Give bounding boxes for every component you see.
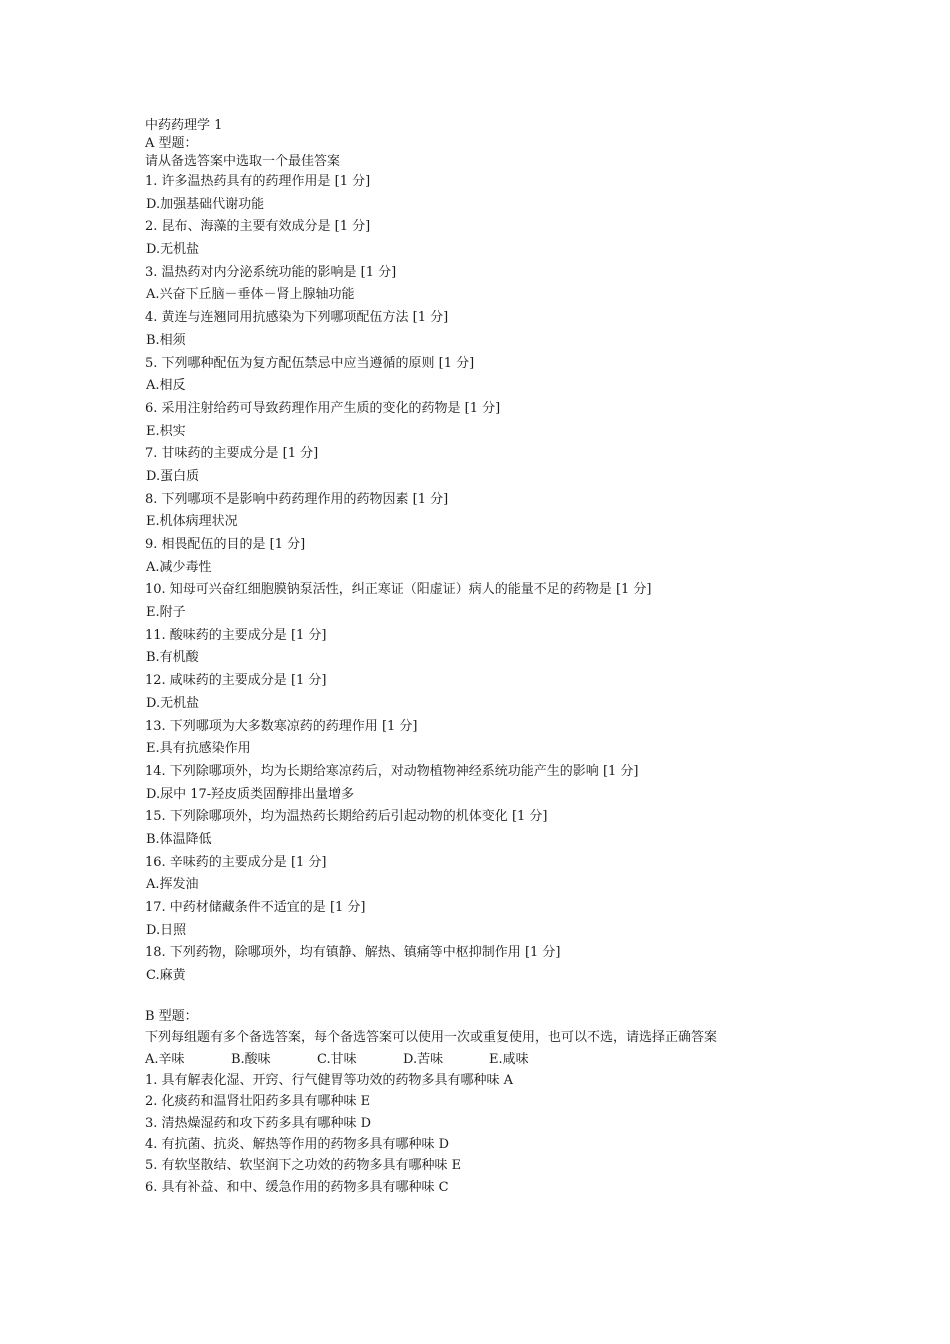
answer: B.相须 — [146, 332, 186, 348]
answer: D.尿中 17-羟皮质类固醇排出量增多 — [146, 786, 355, 802]
answer: A.兴奋下丘脑－垂体－肾上腺轴功能 — [146, 287, 355, 303]
b-question: 1. 具有解表化湿、开窍、行气健胃等功效的药物多具有哪种味 A — [145, 1072, 514, 1088]
answer: E.附子 — [146, 605, 186, 621]
b-type-instruction: 下列每组题有多个备选答案，每个备选答案可以使用一次或重复使用，也可以不选，请选择正确答案 — [145, 1030, 718, 1046]
document-title: 中药药理学 1 — [145, 118, 223, 133]
b-question: 6. 具有补益、和中、缓急作用的药物多具有哪种味 C — [145, 1179, 449, 1195]
answer: E.机体病理状况 — [146, 514, 238, 530]
option-c: C.甘味 — [317, 1051, 357, 1067]
answer: E.具有抗感染作用 — [146, 741, 251, 757]
answer: A.相反 — [146, 378, 186, 394]
answer: D.加强基础代谢功能 — [146, 196, 265, 212]
question: 9. 相畏配伍的目的是 [1 分] — [145, 537, 306, 552]
b-type-options — [145, 1049, 845, 1070]
answer: D.日照 — [146, 922, 187, 938]
answer: D.无机盐 — [146, 242, 200, 258]
option-a: A.辛味 — [145, 1051, 185, 1067]
option-d: D.苦味 — [403, 1051, 444, 1067]
answer: D.无机盐 — [146, 695, 200, 711]
b-question: 5. 有软坚散结、软坚润下之功效的药物多具有哪种味 E — [145, 1158, 462, 1174]
question: 17. 中药材储藏条件不适宜的是 [1 分] — [145, 900, 366, 915]
question: 18. 下列药物，除哪项外，均有镇静、解热、镇痛等中枢抑制作用 [1 分] — [145, 945, 561, 961]
a-type-instruction: 请从备选答案中选取一个最佳答案 — [145, 154, 341, 169]
question: 4. 黄连与连翘同用抗感染为下列哪项配伍方法 [1 分] — [145, 310, 449, 326]
b-question: 2. 化痰药和温肾壮阳药多具有哪种味 E — [145, 1094, 371, 1110]
b-question: 3. 清热燥湿药和攻下药多具有哪种味 D — [145, 1115, 372, 1131]
question: 15. 下列除哪项外，均为温热药长期给药后引起动物的机体变化 [1 分] — [145, 809, 548, 825]
answer: D.蛋白质 — [146, 468, 200, 484]
question: 16. 辛味药的主要成分是 [1 分] — [145, 854, 327, 870]
b-type-section — [145, 1006, 845, 1199]
document-content — [145, 117, 845, 1198]
answer: C.麻黄 — [146, 968, 186, 984]
question: 3. 温热药对内分泌系统功能的影响是 [1 分] — [145, 264, 397, 280]
option-b: B.酸味 — [231, 1051, 271, 1067]
answer: B.有机酸 — [146, 650, 199, 666]
answer: B.体温降低 — [146, 831, 212, 847]
answer: A.减少毒性 — [146, 559, 212, 575]
question: 11. 酸味药的主要成分是 [1 分] — [145, 627, 327, 643]
question: 7. 甘味药的主要成分是 [1 分] — [145, 446, 319, 462]
b-question: 4. 有抗菌、抗炎、解热等作用的药物多具有哪种味 D — [145, 1137, 450, 1153]
question: 8. 下列哪项不是影响中药药理作用的药物因素 [1 分] — [145, 491, 449, 507]
question: 2. 昆布、海藻的主要有效成分是 [1 分] — [145, 219, 371, 235]
a-type-questions — [145, 171, 845, 988]
answer: A.挥发油 — [146, 877, 199, 893]
question: 12. 咸味药的主要成分是 [1 分] — [145, 673, 327, 689]
b-type-heading: B 型题： — [145, 1008, 198, 1024]
question: 5. 下列哪种配伍为复方配伍禁忌中应当遵循的原则 [1 分] — [145, 355, 475, 371]
question: 6. 采用注射给药可导致药理作用产生质的变化的药物是 [1 分] — [145, 400, 501, 416]
option-e: E.咸味 — [489, 1051, 529, 1067]
question: 10. 知母可兴奋红细胞膜钠泵活性，纠正寒证（阳虚证）病人的能量不足的药物是 [1 分] — [145, 582, 652, 598]
question: 13. 下列哪项为大多数寒凉药的药理作用 [1 分] — [145, 718, 418, 734]
question: 1. 许多温热药具有的药理作用是 [1 分] — [145, 174, 371, 189]
a-type-heading: A 型题： — [145, 136, 198, 151]
answer: E.枳实 — [146, 423, 186, 439]
question: 14. 下列除哪项外，均为长期给寒凉药后，对动物植物神经系统功能产生的影响 [1 分] — [145, 763, 639, 779]
